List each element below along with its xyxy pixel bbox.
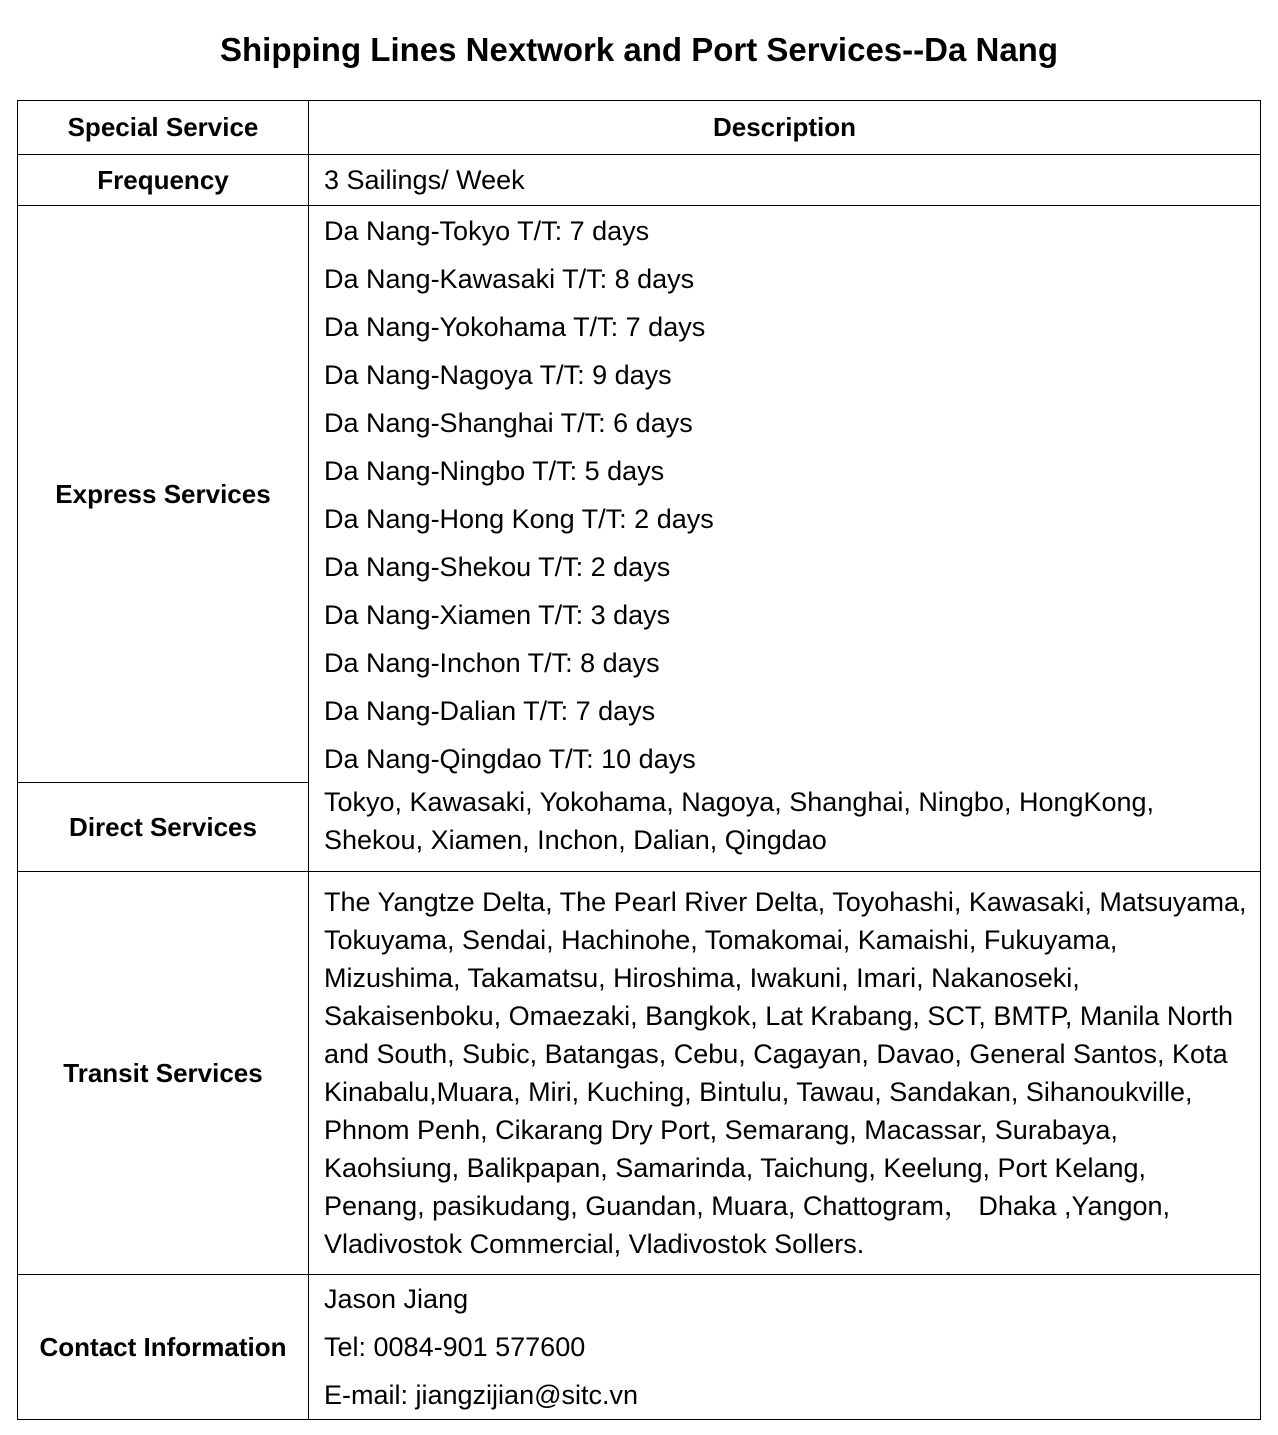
contact-email: E-mail: jiangzijian@sitc.vn [324,1380,639,1410]
express-item: Da Nang-Dalian T/T: 7 days [324,696,656,726]
table-header-row [18,101,1261,155]
express-item: Da Nang-Xiamen T/T: 3 days [324,600,671,630]
contact-label: Contact Information [18,1275,309,1420]
transit-value: The Yangtze Delta, The Pearl River Delta, Toyohashi, Kawasaki, Matsuyama, Tokuyama, Sendai, Hachinohe, Tomakomai, Kamaishi, Fukuyama, Mizushima, Takamatsu, Hiroshima, Iwakuni, Imari, Nakanoseki, Sakaisenboku, Omaezaki, Bangkok, Lat Krabang, SCT, BMTP, Manila North and South, Subic, Batangas, Cebu, Cagayan, Davao, General Santos, Kota Kinabalu,Muara, Miri, Kuching, Bintulu, Tawau, Sandakan, Sihanoukville, Phnom Penh, Cikarang Dry Port, Semarang, Macassar, Surabaya, Kaohsiung, Balikpapan, Samarinda, Taichung, Keelung, Port Kelang, Penang, pasikudang, Guandan, Muara, Chattogram， Dhaka ,Yangon, Vladivostok Commercial, Vladivostok Sollers. [324,887,1247,1259]
frequency-value: 3 Sailings/ Week [324,165,525,195]
express-item: Da Nang-Kawasaki T/T: 8 days [324,264,695,294]
express-item: Da Nang-Hong Kong T/T: 2 days [324,504,714,534]
transit-row [18,872,1261,1275]
express-item: Da Nang-Tokyo T/T: 7 days [324,216,650,246]
contact-row [18,1275,1261,1420]
transit-label: Transit Services [18,872,309,1275]
express-list [309,206,1260,783]
express-item: Da Nang-Nagoya T/T: 9 days [324,360,672,390]
header-special-service: Special Service [18,101,309,155]
express-item: Da Nang-Yokohama T/T: 7 days [324,312,706,342]
page-title: Shipping Lines Nextwork and Port Services--Da Nang [219,31,1058,68]
express-item: Da Nang-Ningbo T/T: 5 days [324,456,665,486]
frequency-row [18,155,1261,206]
direct-value: Tokyo, Kawasaki, Yokohama, Nagoya, Shanghai, Ningbo, HongKong, Shekou, Xiamen, Inchon, Dalian, Qingdao [324,787,1155,855]
frequency-label: Frequency [18,155,309,206]
direct-label: Direct Services [18,783,309,872]
express-label: Express Services [18,206,309,783]
express-item: Da Nang-Shekou T/T: 2 days [324,552,671,582]
express-row [18,206,1261,783]
header-description: Description [309,101,1261,155]
services-table [17,100,1261,1420]
express-item: Da Nang-Inchon T/T: 8 days [324,648,660,678]
contact-name: Jason Jiang [324,1284,469,1314]
express-item: Da Nang-Shanghai T/T: 6 days [324,408,693,438]
express-item: Da Nang-Qingdao T/T: 10 days [324,744,696,774]
contact-tel: Tel: 0084-901 577600 [324,1332,586,1362]
